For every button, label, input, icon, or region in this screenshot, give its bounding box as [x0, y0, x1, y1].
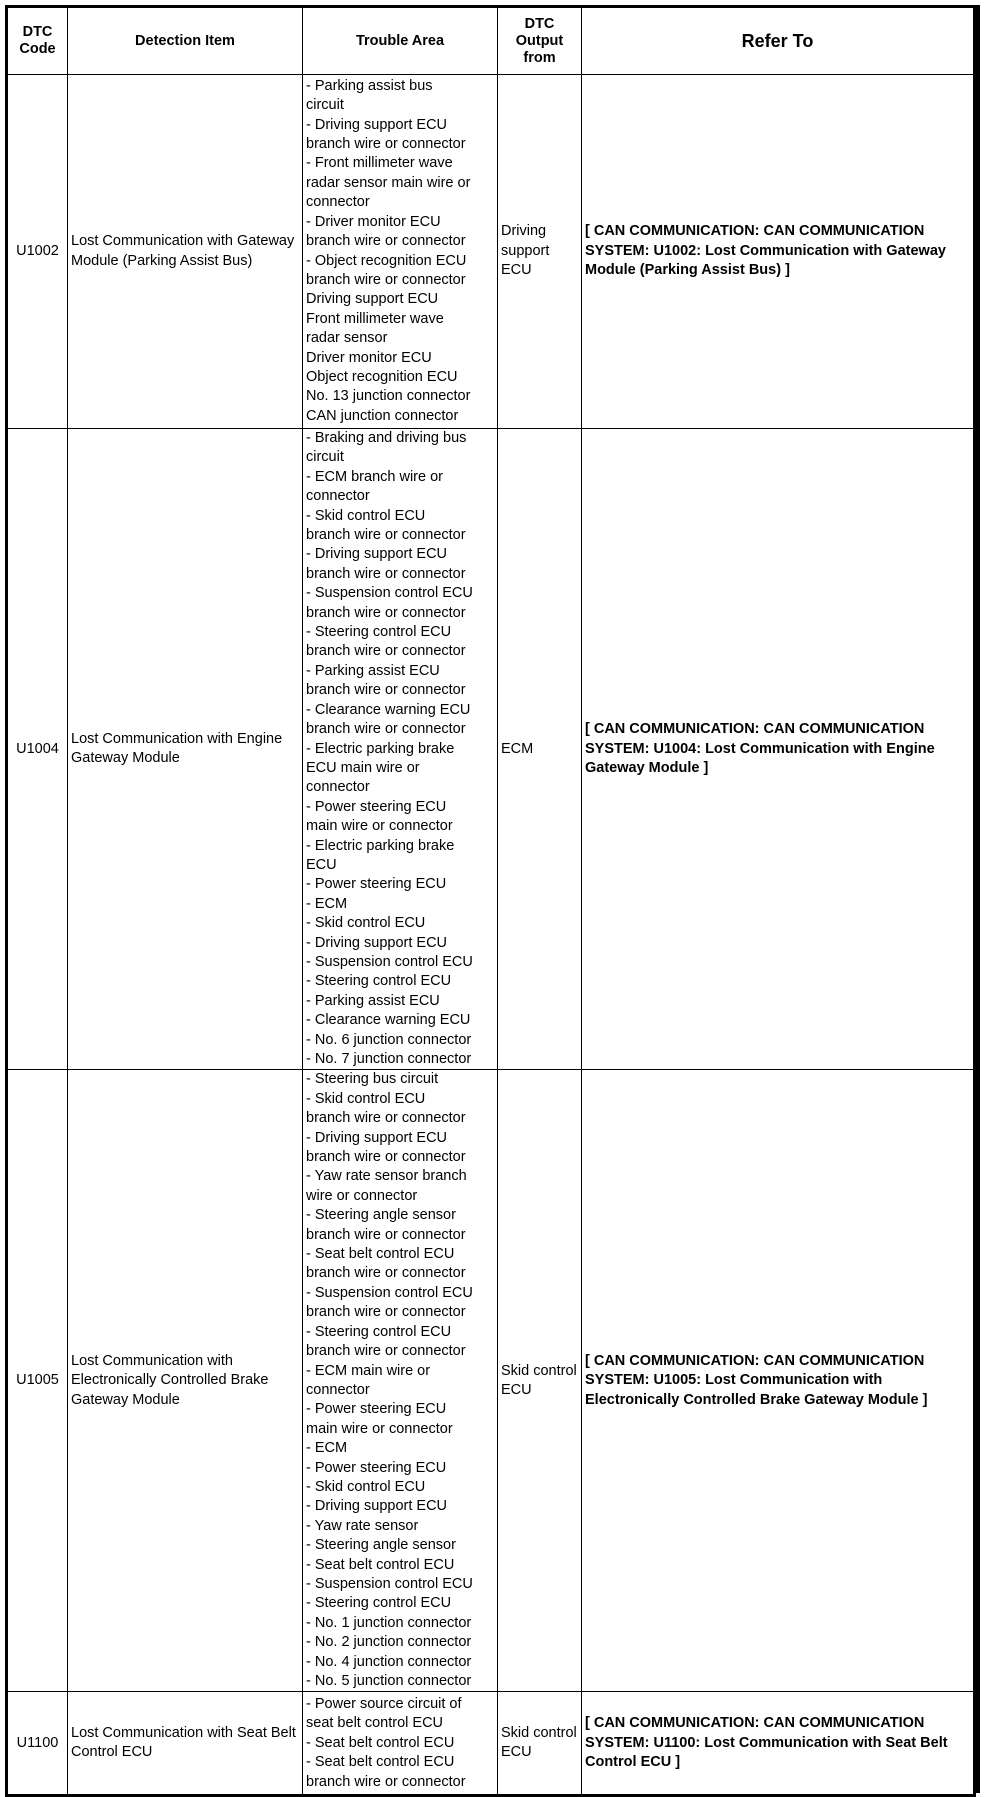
refer-to-link[interactable]: [ CAN COMMUNICATION: CAN COMMUNICATION SYSTEM: U1004: Lost Communication with Engine Gateway Module ]	[582, 429, 975, 1070]
trouble-area-line: branch wire or connector	[306, 604, 466, 621]
trouble-area-line: connector	[306, 194, 370, 211]
trouble-area-line: - Parking assist ECU	[306, 992, 440, 1009]
trouble-area-line: - Parking assist bus	[306, 77, 433, 94]
trouble-area-line: - Power steering ECU	[306, 798, 447, 815]
trouble-area-line: - Suspension control ECU	[306, 585, 473, 602]
trouble-area-line: Driving support ECU	[306, 291, 439, 308]
trouble-area-cell	[303, 75, 498, 429]
dtc-output-cell: Skid control ECU	[498, 1070, 582, 1692]
header-detection-item: Detection Item	[68, 7, 303, 75]
trouble-area-line: - Power steering ECU	[306, 876, 447, 893]
trouble-area-line: - Braking and driving bus	[306, 430, 467, 446]
dtc-code-cell: U1005	[7, 1070, 68, 1692]
trouble-area-line: - Clearance warning ECU	[306, 1012, 471, 1029]
header-refer-to: Refer To	[582, 7, 975, 75]
trouble-area-line: - Seat belt control ECU	[306, 1734, 455, 1751]
trouble-area-line: - No. 4 junction connector	[306, 1653, 472, 1670]
dtc-code-cell: U1002	[7, 75, 68, 429]
dtc-code-cell: U1004	[7, 429, 68, 1070]
trouble-area-line: - No. 6 junction connector	[306, 1031, 472, 1048]
trouble-area-line: - Steering control ECU	[306, 624, 452, 641]
trouble-area-line: Front millimeter wave	[306, 310, 444, 327]
trouble-area-line: branch wire or connector	[306, 1773, 466, 1790]
trouble-area-line: - Driving support ECU	[306, 934, 448, 951]
trouble-area-line: branch wire or connector	[306, 721, 466, 738]
trouble-area-line: branch wire or connector	[306, 1343, 466, 1360]
trouble-area-line: - Driving support ECU	[306, 1129, 448, 1146]
trouble-area-cell	[303, 1070, 498, 1692]
trouble-area-line: branch wire or connector	[306, 527, 466, 544]
refer-to-link[interactable]: [ CAN COMMUNICATION: CAN COMMUNICATION SYSTEM: U1005: Lost Communication with Electronically Controlled Brake Gateway Module ]	[582, 1070, 975, 1692]
trouble-area-line: connector	[306, 488, 370, 505]
trouble-area-line: - ECM branch wire or	[306, 468, 443, 485]
trouble-area-line: - Object recognition ECU	[306, 252, 467, 269]
trouble-area-line: branch wire or connector	[306, 1265, 466, 1282]
trouble-area-line: - ECM main wire or	[306, 1362, 431, 1379]
detection-item-cell: Lost Communication with Seat Belt Control ECU	[68, 1692, 303, 1796]
trouble-area-line: branch wire or connector	[306, 233, 466, 250]
trouble-area-line: - Power source circuit of	[306, 1695, 462, 1712]
refer-to-link[interactable]: [ CAN COMMUNICATION: CAN COMMUNICATION SYSTEM: U1002: Lost Communication with Gateway Module (Parking Assist Bus) ]	[582, 75, 975, 429]
trouble-area-line: - Skid control ECU	[306, 507, 426, 524]
trouble-area-line: - No. 7 junction connector	[306, 1051, 472, 1067]
refer-to-link[interactable]: [ CAN COMMUNICATION: CAN COMMUNICATION SYSTEM: U1100: Lost Communication with Seat Belt Control ECU ]	[582, 1692, 975, 1796]
trouble-area-line: branch wire or connector	[306, 643, 466, 660]
trouble-area-line: - Seat belt control ECU	[306, 1754, 455, 1771]
trouble-area-line: main wire or connector	[306, 818, 453, 835]
trouble-area-line: - Driving support ECU	[306, 116, 448, 133]
trouble-area-line: - Clearance warning ECU	[306, 701, 471, 718]
trouble-area-line: - Seat belt control ECU	[306, 1556, 455, 1573]
header-dtc-output: DTC Output from	[498, 7, 582, 75]
trouble-area-line: - Electric parking brake	[306, 837, 455, 854]
trouble-area-line: - Suspension control ECU	[306, 1575, 473, 1592]
trouble-area-line: No. 13 junction connector	[306, 388, 471, 405]
trouble-area-line: branch wire or connector	[306, 1226, 466, 1243]
trouble-area-line: - Steering control ECU	[306, 973, 452, 990]
trouble-area-cell	[303, 1692, 498, 1796]
trouble-area-line: - No. 2 junction connector	[306, 1634, 472, 1651]
trouble-area-line: - Steering angle sensor	[306, 1537, 456, 1554]
trouble-area-line: - Driver monitor ECU	[306, 213, 441, 230]
dtc-output-cell: Skid control ECU	[498, 1692, 582, 1796]
trouble-area-line: - Yaw rate sensor	[306, 1517, 419, 1534]
trouble-area-line: - Steering bus circuit	[306, 1071, 439, 1088]
trouble-area-line: wire or connector	[306, 1187, 418, 1204]
trouble-area-line: - Skid control ECU	[306, 1478, 426, 1495]
trouble-area-line: Object recognition ECU	[306, 368, 458, 385]
table-header-row	[7, 7, 975, 75]
trouble-area-line: - Electric parking brake	[306, 740, 455, 757]
trouble-area-line: branch wire or connector	[306, 565, 466, 582]
header-trouble-area: Trouble Area	[303, 7, 498, 75]
trouble-area-line: - Steering control ECU	[306, 1595, 452, 1612]
trouble-area-line: - Skid control ECU	[306, 1090, 426, 1107]
trouble-area-line: - Power steering ECU	[306, 1401, 447, 1418]
trouble-area-line: - ECM	[306, 1440, 348, 1457]
trouble-area-line: - No. 5 junction connector	[306, 1673, 472, 1689]
dtc-table	[5, 5, 976, 1797]
trouble-area-line: Driver monitor ECU	[306, 349, 432, 366]
trouble-area-line: branch wire or connector	[306, 1110, 466, 1127]
dtc-output-cell: ECM	[498, 429, 582, 1070]
trouble-area-line: circuit	[306, 97, 344, 114]
trouble-area-line: - Driving support ECU	[306, 546, 448, 563]
trouble-area-line: - Suspension control ECU	[306, 1284, 473, 1301]
trouble-area-line: - Skid control ECU	[306, 915, 426, 932]
trouble-area-line: branch wire or connector	[306, 1149, 466, 1166]
detection-item-cell: Lost Communication with Engine Gateway Module	[68, 429, 303, 1070]
trouble-area-line: seat belt control ECU	[306, 1715, 444, 1732]
trouble-area-line: - Parking assist ECU	[306, 662, 440, 679]
trouble-area-line: branch wire or connector	[306, 271, 466, 288]
trouble-area-line: main wire or connector	[306, 1420, 453, 1437]
table-row	[7, 1692, 975, 1796]
trouble-area-line: branch wire or connector	[306, 136, 466, 153]
trouble-area-line: radar sensor	[306, 330, 388, 347]
table-row	[7, 1070, 975, 1692]
trouble-area-line: connector	[306, 1381, 370, 1398]
trouble-area-line: connector	[306, 779, 370, 796]
trouble-area-line: - Yaw rate sensor branch	[306, 1168, 467, 1185]
trouble-area-line: branch wire or connector	[306, 682, 466, 699]
trouble-area-line: - Steering angle sensor	[306, 1207, 456, 1224]
page-edge-bar	[976, 5, 980, 1793]
detection-item-cell: Lost Communication with Gateway Module (Parking Assist Bus)	[68, 75, 303, 429]
trouble-area-line: - Seat belt control ECU	[306, 1246, 455, 1263]
dtc-code-cell: U1100	[7, 1692, 68, 1796]
trouble-area-line: ECU	[306, 856, 337, 873]
trouble-area-line: - No. 1 junction connector	[306, 1614, 472, 1631]
trouble-area-line: ECU main wire or	[306, 759, 420, 776]
trouble-area-line: circuit	[306, 449, 344, 466]
trouble-area-cell	[303, 429, 498, 1070]
trouble-area-line: - ECM	[306, 895, 348, 912]
trouble-area-line: - Steering control ECU	[306, 1323, 452, 1340]
trouble-area-line: - Suspension control ECU	[306, 953, 473, 970]
trouble-area-line: CAN junction connector	[306, 407, 459, 424]
table-row	[7, 429, 975, 1070]
trouble-area-line: branch wire or connector	[306, 1304, 466, 1321]
trouble-area-line: - Front millimeter wave	[306, 155, 453, 172]
trouble-area-line: radar sensor main wire or	[306, 174, 471, 191]
trouble-area-line: - Power steering ECU	[306, 1459, 447, 1476]
header-dtc-code: DTC Code	[7, 7, 68, 75]
table-row	[7, 75, 975, 429]
trouble-area-line: - Driving support ECU	[306, 1498, 448, 1515]
dtc-output-cell: Driving support ECU	[498, 75, 582, 429]
detection-item-cell: Lost Communication with Electronically Controlled Brake Gateway Module	[68, 1070, 303, 1692]
